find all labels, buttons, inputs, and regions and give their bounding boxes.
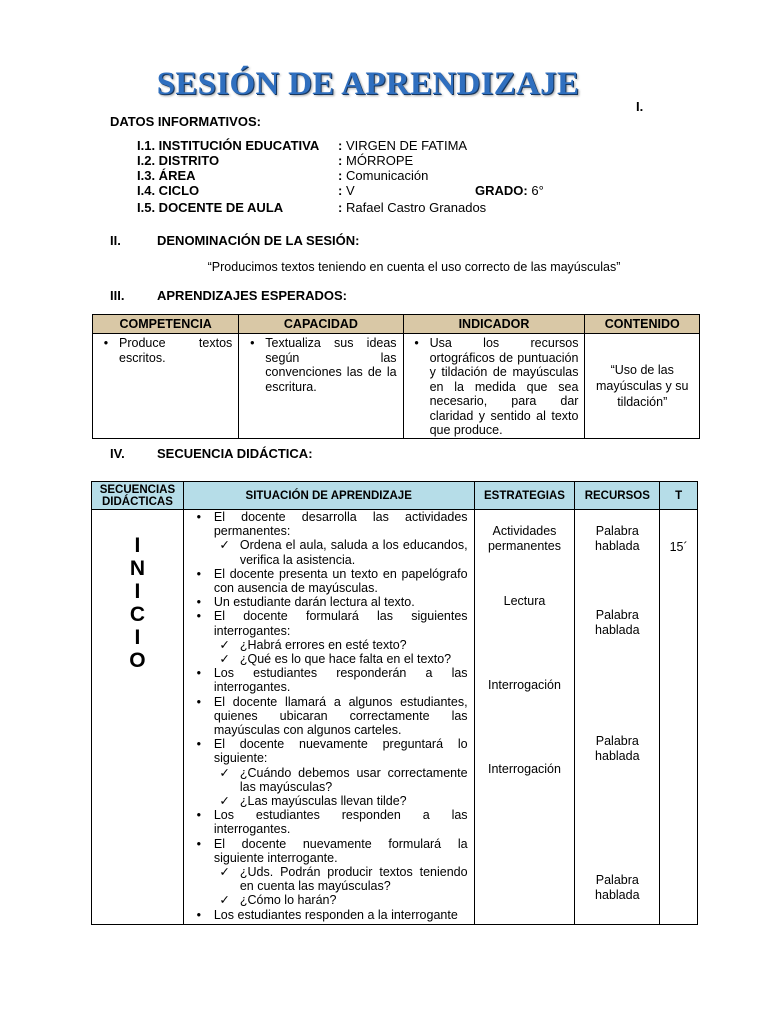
- recurso-item: Palabra hablada: [595, 608, 640, 637]
- info-label: I.3. ÁREA: [137, 168, 196, 183]
- bullet-icon: •: [196, 808, 202, 823]
- situacion-item: [184, 908, 474, 922]
- cell-capacidad: [239, 334, 403, 439]
- info-colon: :: [338, 168, 343, 183]
- checkmark-icon: ✓: [219, 765, 230, 780]
- estrategia-item: Interrogación: [487, 678, 561, 692]
- situacion-item: [184, 737, 474, 765]
- info-colon: :: [338, 200, 343, 215]
- phase-letter: O: [129, 649, 146, 672]
- section-iv-title: SECUENCIA DIDÁCTICA:: [157, 446, 313, 461]
- bullet-icon: •: [414, 336, 419, 350]
- bullet-icon: •: [196, 694, 202, 709]
- situacion-text: ¿Las mayúsculas llevan tilde?: [239, 794, 407, 809]
- header-secuencias: SECUENCIAS DIDÁCTICAS: [92, 482, 184, 510]
- situacion-subitem: [184, 538, 474, 566]
- header-capacidad: CAPACIDAD: [239, 315, 403, 334]
- situacion-text: ¿Cuándo debemos usar correctamente las mayúsculas?: [239, 765, 468, 794]
- situacion-text: ¿Uds. Podrán producir textos teniendo en cuenta las mayúsculas?: [239, 865, 468, 894]
- situacion-subitem: [184, 865, 474, 893]
- indicador-text: Usa los recursos ortográficos de puntuación y tildación de mayúsculas en la medida que sea necesario, para dar claridad y sentido al texto que produce.: [429, 336, 579, 437]
- info-colon: :: [338, 138, 343, 153]
- info-label: I.2. DISTRITO: [137, 153, 220, 168]
- situacion-item: [184, 666, 474, 694]
- phase-letter: N: [129, 557, 146, 580]
- checkmark-icon: ✓: [219, 637, 230, 652]
- phase-letter: C: [129, 603, 146, 626]
- session-name: “Producimos textos teniendo en cuenta el uso correcto de las mayúsculas”: [207, 260, 621, 274]
- checkmark-icon: ✓: [219, 794, 230, 809]
- info-row-distrito: [137, 153, 657, 169]
- recurso-item: Palabra hablada: [595, 524, 640, 553]
- header-situacion: SITUACIÓN DE APRENDIZAJE: [183, 482, 474, 510]
- bullet-icon: •: [196, 510, 202, 524]
- info-colon: :: [338, 153, 343, 168]
- situacion-subitem: [184, 652, 474, 666]
- aprendizajes-table: [92, 314, 700, 439]
- situacion-item: [184, 609, 474, 637]
- section-iii-number: III.: [110, 288, 125, 303]
- situacion-item: [184, 595, 474, 609]
- situacion-text: El docente desarrolla las actividades permanentes:: [213, 510, 468, 539]
- checkmark-icon: ✓: [219, 865, 230, 880]
- info-row-docente: [137, 200, 657, 216]
- info-value: VIRGEN DE FATIMA: [346, 138, 468, 153]
- situacion-text: El docente nuevamente preguntará lo siguiente:: [213, 737, 468, 766]
- estrategia-item: Interrogación: [487, 762, 561, 776]
- situacion-text: Ordena el aula, saluda a los educandos, verifica la asistencia.: [239, 538, 468, 567]
- info-value: Comunicación: [346, 168, 429, 183]
- section-iii-title: APRENDIZAJES ESPERADOS:: [157, 288, 347, 303]
- cell-phase-inicio: [92, 510, 184, 925]
- grado-label: GRADO:: [475, 183, 528, 198]
- bullet-icon: •: [196, 595, 202, 610]
- cell-indicador: [403, 334, 585, 439]
- header-recursos: RECURSOS: [575, 482, 660, 510]
- bullet-icon: •: [103, 336, 109, 350]
- info-row-area: [137, 168, 657, 184]
- situacion-item: [184, 510, 474, 538]
- checkmark-icon: ✓: [219, 652, 230, 667]
- info-row-ciclo: [137, 183, 657, 199]
- header-estrategias: ESTRATEGIAS: [474, 482, 575, 510]
- info-label: I.1. INSTITUCIÓN EDUCATIVA: [137, 138, 320, 153]
- situacion-subitem: [184, 638, 474, 652]
- section-iv-number: IV.: [110, 446, 125, 461]
- situacion-item: [184, 695, 474, 738]
- phase-letter: I: [134, 534, 141, 557]
- situacion-subitem: [184, 893, 474, 907]
- situacion-text: Un estudiante darán lectura al texto.: [213, 595, 415, 610]
- competencia-text: Produce textos escritos.: [119, 336, 233, 365]
- situacion-item: [184, 837, 474, 865]
- header-contenido: CONTENIDO: [585, 315, 700, 334]
- info-colon: :: [338, 183, 343, 198]
- situacion-text: ¿Cómo lo harán?: [239, 893, 337, 908]
- situacion-subitem: [184, 766, 474, 794]
- datos-heading: DATOS INFORMATIVOS:: [110, 114, 261, 129]
- situacion-text: El docente formulará las siguientes interrogantes:: [213, 609, 468, 638]
- situacion-text: Los estudiantes responderán a las interrogantes.: [213, 666, 468, 695]
- header-indicador: INDICADOR: [403, 315, 585, 334]
- situacion-text: ¿Qué es lo que hace falta en el texto?: [239, 652, 452, 667]
- situacion-item: [184, 808, 474, 836]
- situacion-text: El docente presenta un texto en papelógrafo con ausencia de mayúsculas.: [213, 566, 468, 596]
- bullet-icon: •: [196, 907, 202, 922]
- recurso-item: Palabra hablada: [595, 734, 640, 763]
- cell-estrategias: [474, 510, 575, 925]
- info-label: I.4. CICLO: [137, 183, 200, 198]
- bullet-icon: •: [196, 836, 202, 851]
- checkmark-icon: ✓: [219, 538, 230, 553]
- info-value: Rafael Castro Granados: [346, 200, 487, 215]
- bullet-icon: •: [196, 566, 202, 581]
- contenido-text: “Uso de las mayúsculas y su tildación”: [585, 334, 700, 439]
- info-value: MÓRROPE: [346, 153, 414, 168]
- situacion-text: Los estudiantes responden a las interrogantes.: [213, 808, 468, 837]
- cell-situacion: [183, 510, 474, 925]
- cell-competencia: [93, 334, 239, 439]
- cell-recursos: [575, 510, 660, 925]
- situacion-text: Los estudiantes responden a la interrogante: [213, 907, 458, 922]
- phase-letter: I: [134, 580, 141, 603]
- situacion-text: ¿Habrá errores en esté texto?: [239, 637, 407, 652]
- situacion-text: El docente nuevamente formulará la siguiente interrogante.: [213, 836, 468, 865]
- secuencia-table: [91, 481, 698, 925]
- info-value: V: [346, 183, 355, 198]
- grado: [475, 183, 544, 198]
- situacion-item: [184, 567, 474, 595]
- checkmark-icon: ✓: [219, 893, 230, 908]
- info-row-institucion: [137, 138, 657, 154]
- situacion-subitem: [184, 794, 474, 808]
- estrategia-item: Lectura: [503, 594, 546, 608]
- situacion-text: El docente llamará a algunos estudiantes, quienes ubicaran correctamente las mayúsculas con algunos carteles.: [213, 694, 468, 738]
- bullet-icon: •: [250, 336, 255, 350]
- section-ii-number: II.: [110, 233, 121, 248]
- situacion-list: [184, 510, 474, 922]
- bullet-icon: •: [196, 609, 202, 624]
- info-label: I.5. DOCENTE DE AULA: [137, 200, 284, 215]
- section-ii-title: DENOMINACIÓN DE LA SESIÓN:: [157, 233, 360, 248]
- phase-letter: I: [134, 626, 141, 649]
- tiempo-value: 15´: [669, 540, 688, 554]
- section-i-numeral: I.: [636, 99, 644, 114]
- recurso-item: Palabra hablada: [595, 873, 640, 902]
- cell-tiempo: [660, 510, 698, 925]
- bullet-icon: •: [196, 666, 202, 681]
- estrategia-item: Actividades permanentes: [487, 524, 561, 553]
- page-title: SESIÓN DE APRENDIZAJE: [156, 66, 580, 102]
- header-competencia: COMPETENCIA: [93, 315, 239, 334]
- grado-value: 6°: [531, 183, 544, 198]
- bullet-icon: •: [196, 737, 202, 752]
- header-tiempo: T: [660, 482, 698, 510]
- capacidad-text: Textualiza sus ideas según las convenciones las de la escritura.: [265, 336, 397, 394]
